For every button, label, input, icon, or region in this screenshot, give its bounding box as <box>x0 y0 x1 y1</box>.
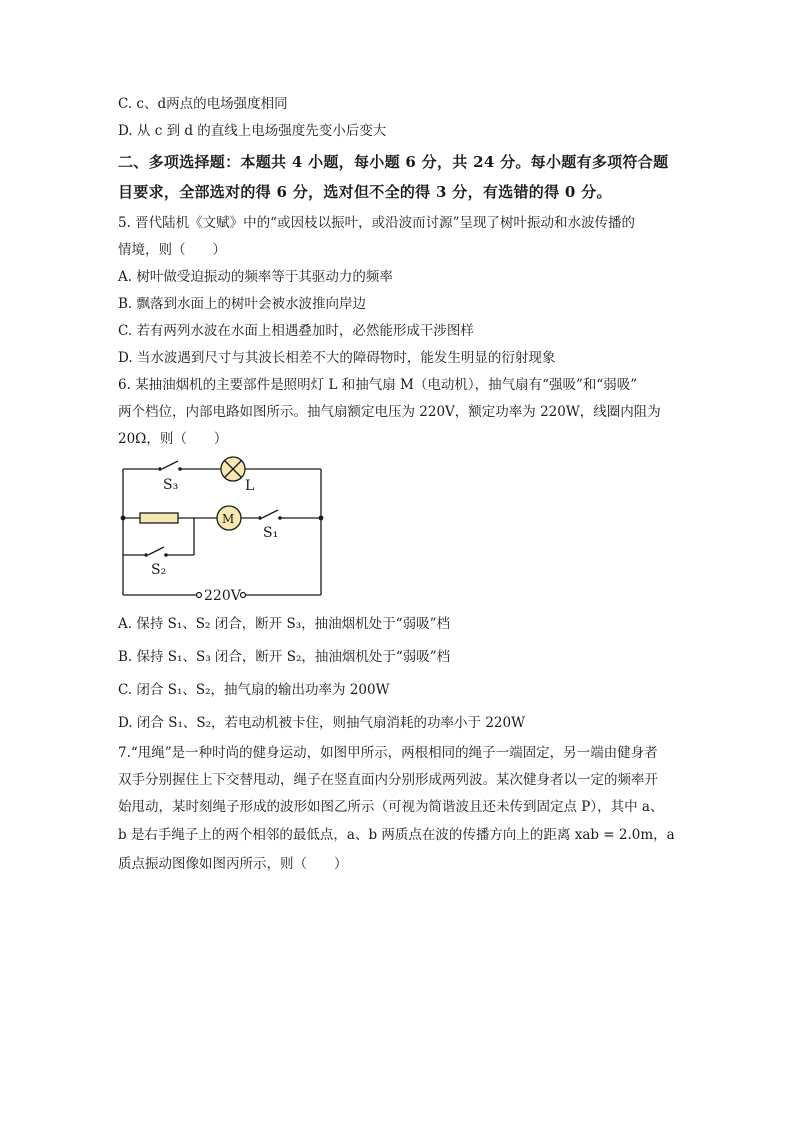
question-7-stem-line1: 7.“甩绳”是一种时尚的健身运动，如图甲所示，两根相同的绳子一端固定，另一端由健身者 <box>118 745 658 761</box>
s3-contact-dot <box>158 467 162 471</box>
question-7-stem-line4: b 是右手绳子上的两个相邻的最低点，a、b 两质点在波的传播方向上的距离 xab = 2.0m，a <box>118 827 675 843</box>
question-6-stem-line2: 两个档位，内部电路如图所示。抽气扇额定电压为 220V，额定功率为 220W，线圈内阻为 <box>118 404 661 420</box>
lamp-symbol <box>221 457 245 481</box>
question-5-stem-line2: 情境，则（ ） <box>118 242 226 258</box>
label-s3: S₃ <box>163 477 179 493</box>
label-motor: M <box>222 512 235 526</box>
q6-option-d: D. 闭合 S₁、S₂，若电动机被卡住，则抽气扇消耗的功率小于 220W <box>118 715 525 731</box>
label-lamp: L <box>245 478 255 494</box>
question-6-stem-line3: 20Ω，则（ ） <box>118 431 228 447</box>
option-d-q4: D. 从 c 到 d 的直线上电场强度先变小后变大 <box>118 123 387 139</box>
q6-option-c: C. 闭合 S₁、S₂，抽气扇的输出功率为 200W <box>118 682 390 698</box>
q6-option-b: B. 保持 S₁、S₃ 闭合，断开 S₂，抽油烟机处于“弱吸”档 <box>118 649 451 665</box>
question-5-stem-line1: 5. 晋代陆机《文赋》中的“或因枝以振叶，或沿波而讨源”呈现了树叶振动和水波传播的 <box>118 215 635 231</box>
option-c-q4: C. c、d两点的电场强度相同 <box>118 96 288 112</box>
s3-contact-dot <box>178 467 182 471</box>
question-7-stem-line2: 双手分别握住上下交替甩动，绳子在竖直面内分别形成两列波。某次健身者以一定的频率开 <box>118 772 658 788</box>
circuit-diagram <box>118 455 328 605</box>
q5-option-d: D. 当水波遇到尺寸与其波长相差不大的障碍物时，能发生明显的衍射现象 <box>118 350 556 366</box>
question-6-stem-line1: 6. 某抽油烟机的主要部件是照明灯 L 和抽气扇 M（电动机），抽气扇有“强吸”和“弱吸” <box>118 377 638 393</box>
label-voltage: 220V <box>204 588 241 604</box>
section-heading-line1: 二、多项选择题：本题共 4 小题，每小题 6 分，共 24 分。每小题有多项符合题 <box>118 153 669 171</box>
question-7-stem-line3: 始甩动，某时刻绳子形成的波形如图乙所示（可视为简谐波且还未传到固定点 P），其中 a、 <box>118 799 664 815</box>
q5-option-b: B. 飘落到水面上的树叶会被水波推向岸边 <box>118 296 367 312</box>
q6-option-a: A. 保持 S₁、S₂ 闭合，断开 S₃，抽油烟机处于“弱吸”档 <box>118 616 450 632</box>
label-s2: S₂ <box>151 562 167 578</box>
junction-dot <box>319 516 324 521</box>
s2-contact-dot <box>144 553 148 557</box>
terminal-right <box>241 593 246 598</box>
label-s1: S₁ <box>263 525 279 541</box>
junction-dot <box>121 516 126 521</box>
s2-contact-dot <box>164 553 168 557</box>
section-heading-line2: 目要求，全部选对的得 6 分，选对但不全的得 3 分，有选错的得 0 分。 <box>118 183 612 201</box>
resistor-symbol <box>140 513 178 523</box>
question-7-stem-line5: 质点振动图像如图丙所示，则（ ） <box>118 856 348 872</box>
terminal-left <box>197 593 202 598</box>
q5-option-c: C. 若有两列水波在水面上相遇叠加时，必然能形成干涉图样 <box>118 323 474 339</box>
q5-option-a: A. 树叶做受迫振动的频率等于其驱动力的频率 <box>118 269 393 285</box>
s1-contact-dot <box>258 516 262 520</box>
s1-contact-dot <box>278 516 282 520</box>
